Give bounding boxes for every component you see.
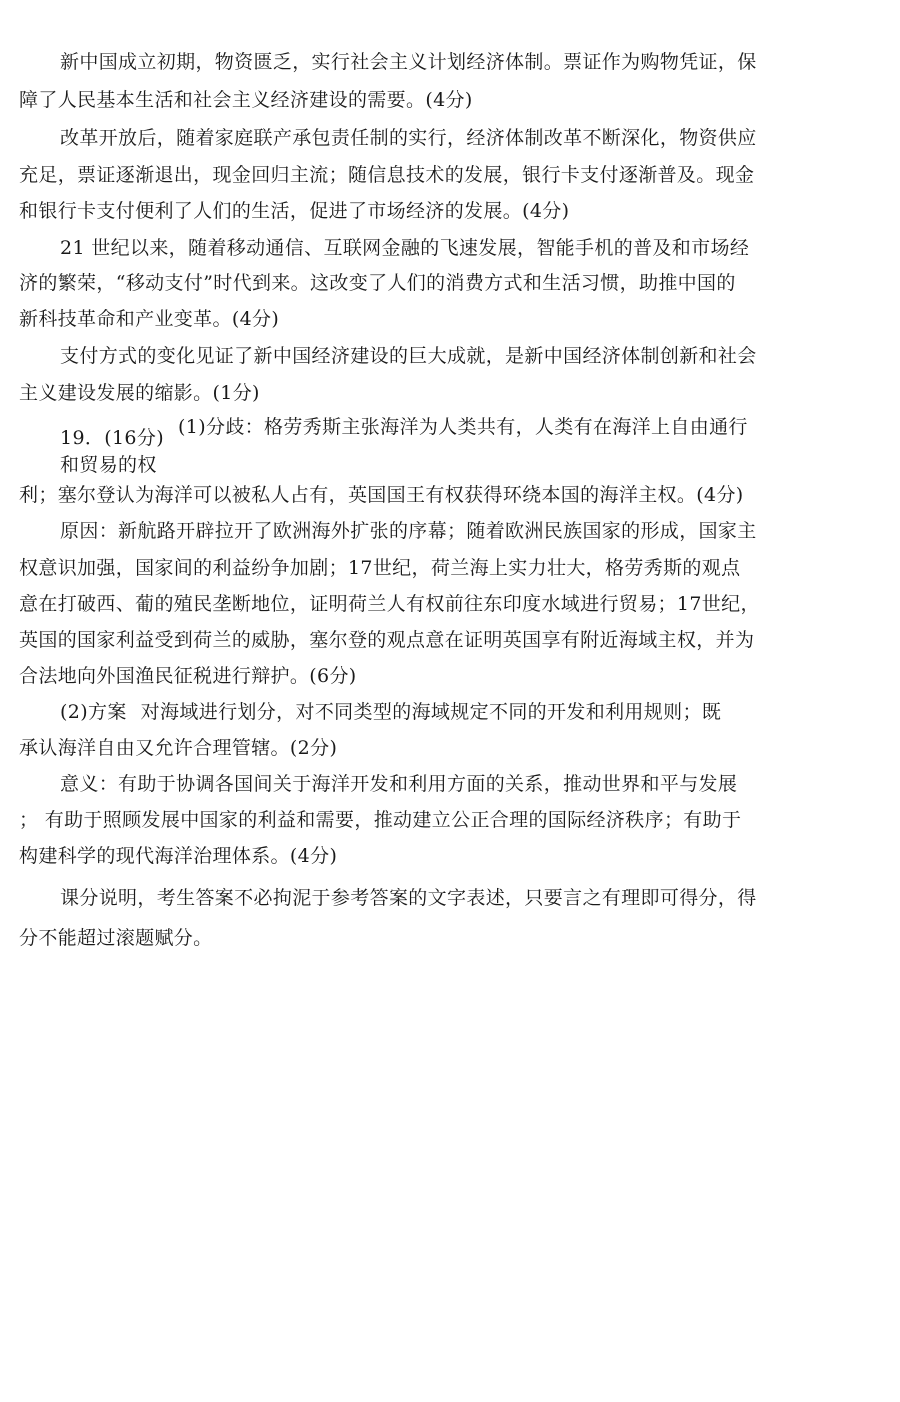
para3-line2: 济的繁荣，“移动支付”时代到来。这改变了人们的消费方式和生活习惯，助推中国的 xyxy=(19,272,736,294)
significance-line3: 构建科学的现代海洋治理体系。(4分) xyxy=(19,845,338,867)
reason-line3: 意在打破西、葡的殖民垄断地位，证明荷兰人有权前往东印度水域进行贸易；17世纪， xyxy=(19,593,760,615)
para2-line3: 和银行卡支付便利了人们的生活，促进了市场经济的发展。(4分) xyxy=(19,200,570,222)
q19-part1-line3: 利；塞尔登认为海洋可以被私人占有，英国国王有权获得环绕本国的海洋主权。(4分) xyxy=(19,484,744,506)
para4-line2: 主义建设发展的缩影。(1分) xyxy=(19,382,260,404)
plan-line1 xyxy=(60,699,721,725)
para3-line3: 新科技革命和产业变革。(4分) xyxy=(19,308,280,330)
q19-part1-line1: (1)分歧：格劳秀斯主张海洋为人类共有，人类有在海洋上自由通行 xyxy=(178,416,748,438)
scoring-note-line2: 分不能超过滚题赋分。 xyxy=(19,927,213,949)
para1-line1: 新中国成立初期，物资匮乏，实行社会主义计划经济体制。票证作为购物凭证，保 xyxy=(60,51,757,73)
q19-part1-line2: 和贸易的权 xyxy=(60,454,157,476)
para3-line1: 21 世纪以来，随着移动通信、互联网金融的飞速发展，智能手机的普及和市场经 xyxy=(60,237,750,259)
plan-label: (2)方案 xyxy=(60,701,127,723)
plan-line2: 承认海洋自由又允许合理管辖。(2分) xyxy=(19,737,338,759)
scoring-note-line1: 课分说明，考生答案不必拘泥于参考答案的文字表述，只要言之有理即可得分，得 xyxy=(60,887,757,909)
reason-line4: 英国的国家利益受到荷兰的威胁，塞尔登的观点意在证明英国享有附近海域主权，并为 xyxy=(19,629,755,651)
significance-line2: ； 有助于照顾发展中国家的利益和需要，推动建立公正合理的国际经济秩序；有助于 xyxy=(19,809,742,831)
para4-line1: 支付方式的变化见证了新中国经济建设的巨大成就，是新中国经济体制创新和社会 xyxy=(60,345,757,367)
reason-line1: 原因：新航路开辟拉开了欧洲海外扩张的序幕；随着欧洲民族国家的形成，国家主 xyxy=(60,520,757,542)
reason-line2: 权意识加强，国家间的利益纷争加剧；17世纪，荷兰海上实力壮大，格劳秀斯的观点 xyxy=(19,557,741,579)
para2-line2: 充足，票证逐渐退出，现金回归主流；随信息技术的发展，银行卡支付逐渐普及。现金 xyxy=(19,164,755,186)
plan-text: 对海域进行划分，对不同类型的海域规定不同的开发和利用规则；既 xyxy=(140,701,722,723)
para2-line1: 改革开放后，随着家庭联产承包责任制的实行，经济体制改革不断深化，物资供应 xyxy=(60,127,757,149)
question-number: 19．(16分) xyxy=(60,427,164,449)
significance-line1: 意义：有助于协调各国间关于海洋开发和利用方面的关系，推动世界和平与发展 xyxy=(60,773,738,795)
reason-line5: 合法地向外国渔民征税进行辩护。(6分) xyxy=(19,665,357,687)
para1-line2: 障了人民基本生活和社会主义经济建设的需要。(4分) xyxy=(19,89,473,111)
